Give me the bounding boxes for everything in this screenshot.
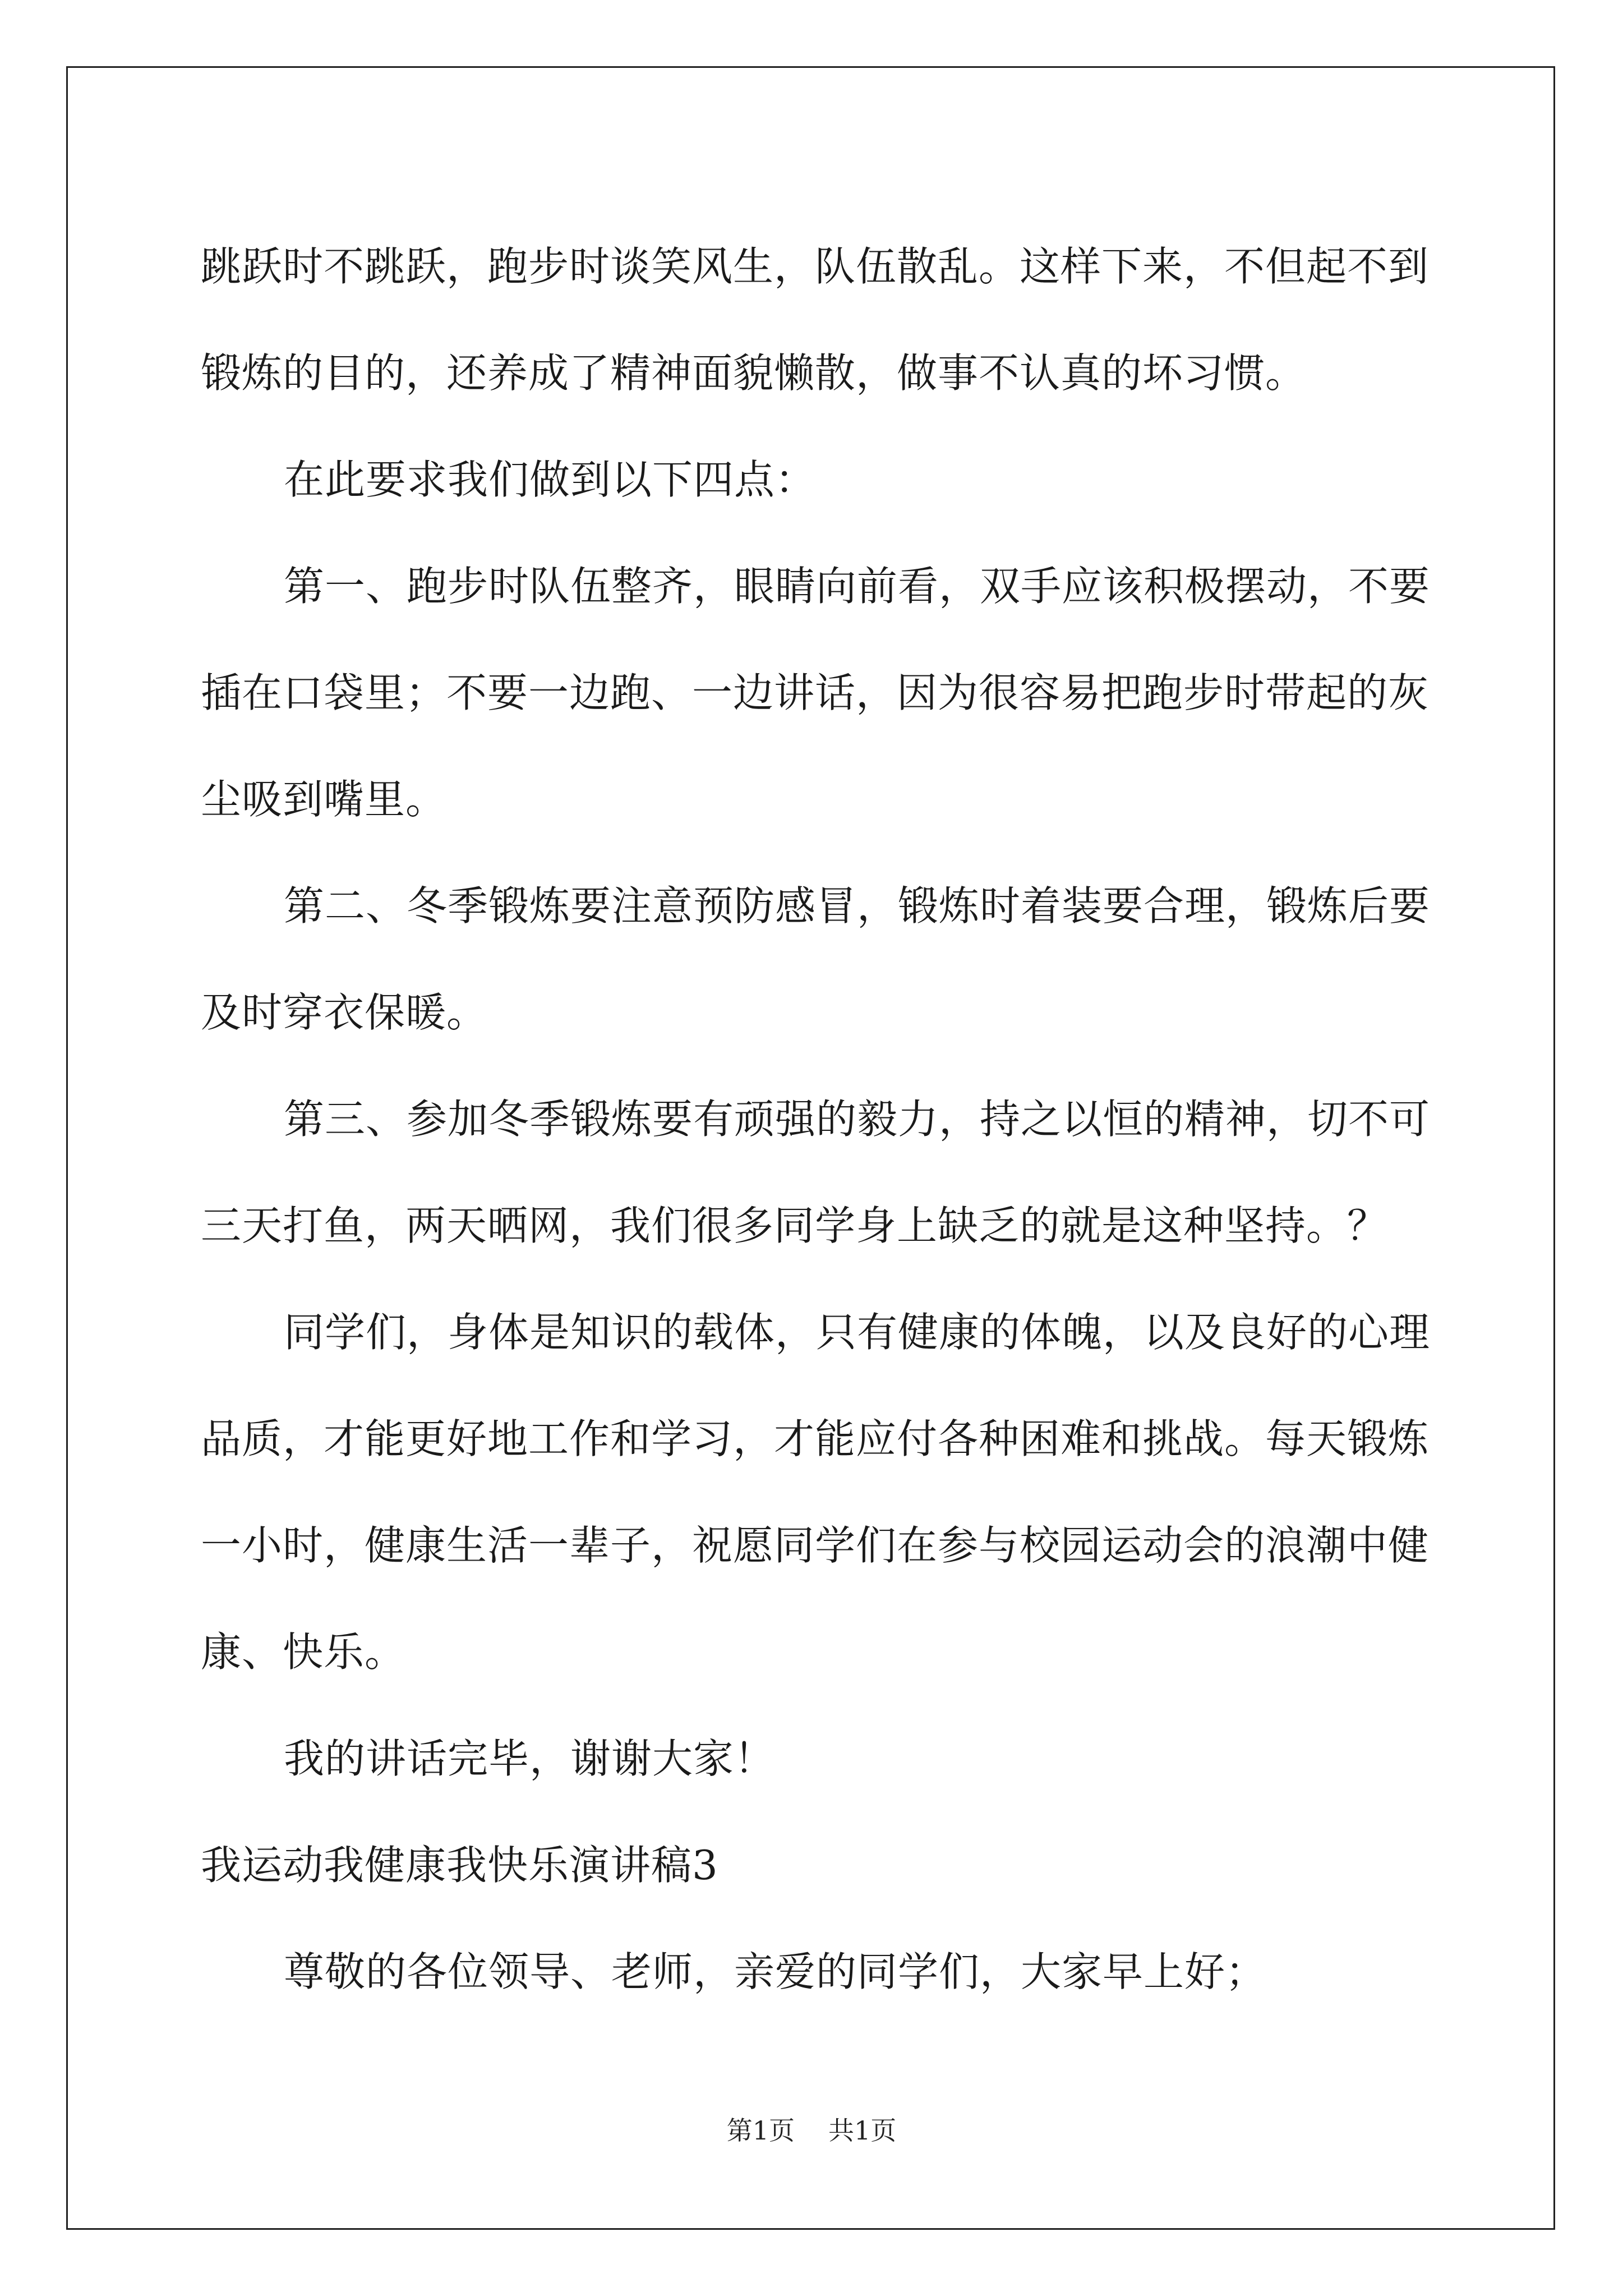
text-line: 锻炼的目的，还养成了精神面貌懒散，做事不认真的坏习惯。 [201, 349, 1307, 397]
text-line: 尘吸到嘴里。 [201, 776, 447, 823]
page-number: 第1页 [726, 2115, 795, 2146]
text-line: 一小时，健康生活一辈子，祝愿同学们在参与校园运动会的浪潮中健 [201, 1522, 1430, 1569]
text-line: 及时穿衣保暖。 [201, 989, 488, 1036]
text-line: 三天打鱼，两天晒网，我们很多同学身上缺乏的就是这种坚持。？ [201, 1202, 1389, 1249]
text-line: 我的讲话完毕，谢谢大家！ [284, 1735, 776, 1782]
text-line: 第二、冬季锻炼要注意预防感冒，锻炼时着装要合理，锻炼后要 [284, 882, 1431, 930]
text-line: 品质，才能更好地工作和学习，才能应付各种困难和挑战。每天锻炼 [201, 1415, 1430, 1462]
text-line: 跳跃时不跳跃，跑步时谈笑风生，队伍散乱。这样下来，不但起不到 [201, 243, 1430, 290]
text-line: 康、快乐。 [201, 1628, 406, 1676]
text-line: 在此要求我们做到以下四点： [284, 456, 817, 503]
page-footer [0, 2114, 1623, 2147]
section-title: 我运动我健康我快乐演讲稿3 [201, 1842, 718, 1889]
text-line: 第一、跑步时队伍整齐，眼睛向前看，双手应该积极摆动，不要 [284, 563, 1431, 610]
page-total: 共1页 [828, 2115, 897, 2146]
text-line: 同学们，身体是知识的载体，只有健康的体魄，以及良好的心理 [284, 1309, 1431, 1356]
text-line: 第三、参加冬季锻炼要有顽强的毅力，持之以恒的精神，切不可 [284, 1096, 1431, 1143]
text-line: 插在口袋里；不要一边跑、一边讲话，因为很容易把跑步时带起的灰 [201, 669, 1430, 716]
document-body [201, 213, 1431, 2025]
text-line: 尊敬的各位领导、老师，亲爱的同学们，大家早上好； [284, 1948, 1267, 1995]
